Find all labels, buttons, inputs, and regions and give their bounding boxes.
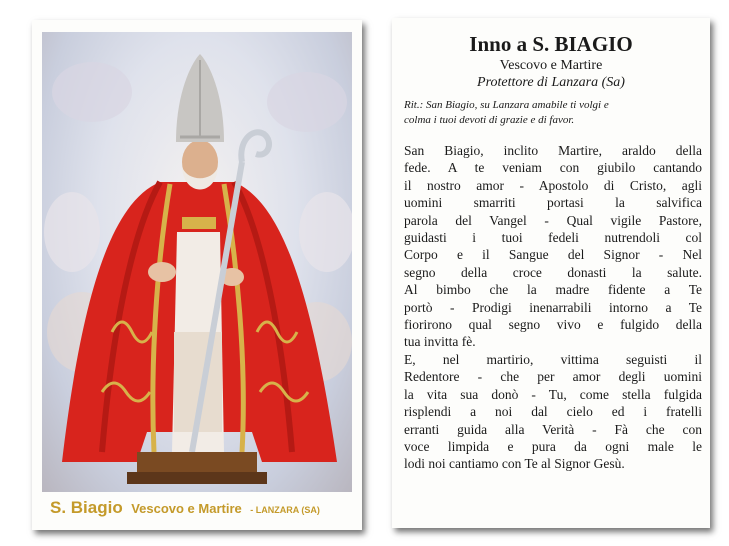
front-caption	[50, 498, 350, 522]
hymn-line: parola del Vangel - Qual vigile Pastore,	[404, 212, 702, 228]
hymn-line: il nostro amor - Apostolo di Cristo, agli	[404, 177, 702, 193]
hymn-line: San Biagio, inclito Martire, araldo della	[404, 143, 702, 158]
holy-card-back	[392, 18, 710, 528]
hymn-line: la vita sua donò - Tu, come stella fulgida	[404, 386, 702, 402]
caption-saint-name: S. Biagio	[50, 498, 123, 517]
hymn-line: segno della croce donasti la salute.	[404, 264, 702, 280]
holy-card-front	[32, 20, 362, 530]
hymn-title: Inno a S. BIAGIO	[469, 32, 633, 56]
hymn-subtitle: Vescovo e Martire	[499, 58, 603, 73]
hymn-line: voce limpida e pura da ogni male le	[404, 438, 702, 454]
hymn-line: tua invitta fè.	[404, 334, 476, 350]
hymn-line: Corpo e il Sangue del Signor - Nel	[404, 247, 702, 263]
caption-place: - LANZARA (SA)	[250, 505, 320, 515]
hymn-line: risplendi a noi dal cielo ed i fratelli	[404, 404, 702, 420]
caption-subtitle: Vescovo e Martire	[131, 501, 242, 516]
refrain-line: colma i tuoi devoti di grazie e di favor.	[404, 114, 575, 126]
hymn-line: lodi noi cantiamo con Te al Signor Gesù.	[404, 456, 625, 472]
hymn-line: Redentore - che per amor degli uomini	[404, 369, 702, 385]
hymn-refrain	[404, 98, 700, 128]
hymn-body	[404, 142, 702, 473]
saint-statue-image	[42, 32, 352, 492]
hymn-line: E, nel martirio, vittima seguisti il	[404, 351, 702, 367]
hymn-line: Al bimbo che la madre fidente a Te	[404, 282, 702, 298]
hymn-line: portò - Prodigi inenarrabili intorno a Te	[404, 299, 702, 315]
hymn-line: fede. A te veniam con giubilo cantando	[404, 160, 702, 176]
hymn-line: guidasti i tuoi fedeli nutrendoli col	[404, 230, 702, 246]
hymn-line: uomini smarriti portasi la salvifica	[404, 195, 702, 211]
saint-illustration	[42, 32, 352, 492]
hymn-protector-line: Protettore di Lanzara (Sa)	[477, 75, 625, 90]
hymn-line: fiorirono qual segno vivo e fulgido della	[404, 317, 702, 333]
hymn-line: erranti guida alla Verità - Fà che con	[404, 421, 702, 437]
refrain-line: Rit.: San Biagio, su Lanzara amabile ti volgi e	[404, 99, 609, 111]
